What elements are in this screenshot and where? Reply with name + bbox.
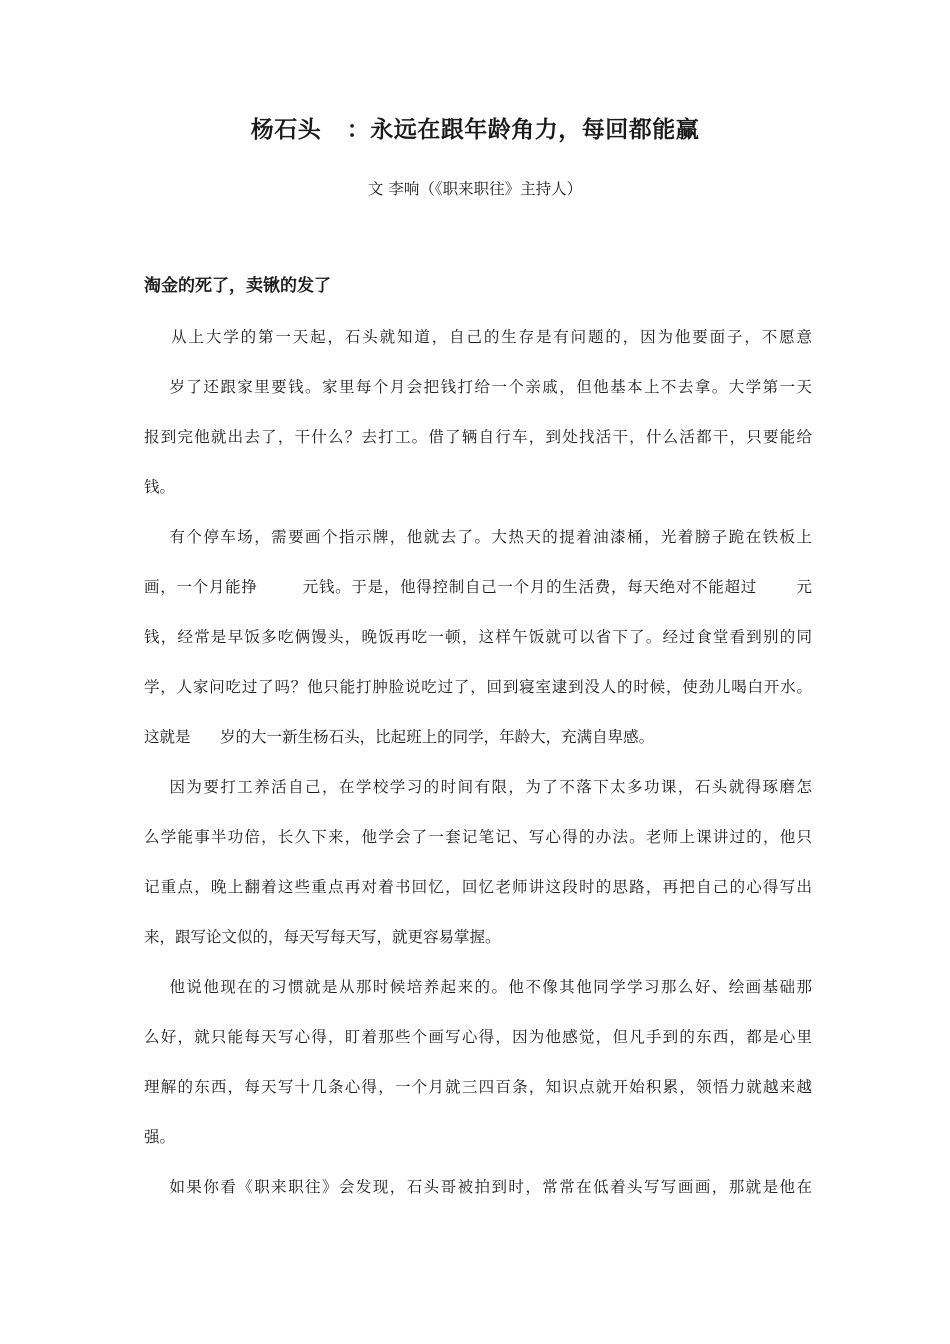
body-line: 记重点，晚上翻着这些重点再对着书回忆，回忆老师讲这段时的思路，再把自己的心得写出 bbox=[144, 878, 812, 896]
body-line: 来，跟写论文似的，每天写每天写，就更容易掌握。 bbox=[144, 928, 501, 946]
body-line: 报到完他就出去了，干什么？去打工。借了辆自行车，到处找活干，什么活都干，只要能给 bbox=[144, 428, 812, 446]
body-line: 画，一个月能挣 元钱。于是，他得控制自己一个月的生活费，每天绝对不能超过 元 bbox=[144, 578, 812, 596]
body-line: 强。 bbox=[144, 1128, 176, 1146]
body-line: 因为要打工养活自己，在学校学习的时间有限，为了不落下太多功课，石头就得琢磨怎 bbox=[144, 778, 812, 796]
body-line: 钱，经常是早饭多吃俩馒头，晚饭再吃一顿，这样午饭就可以省下了。经过食堂看到别的同 bbox=[144, 628, 812, 646]
body-line: 有个停车场，需要画个指示牌，他就去了。大热天的提着油漆桶，光着膀子跪在铁板上 bbox=[144, 528, 812, 546]
body-line: 么学能事半功倍，长久下来，他学会了一套记笔记、写心得的办法。老师上课讲过的，他只 bbox=[144, 828, 812, 846]
body-line: 学，人家问吃过了吗？他只能打肿脸说吃过了，回到寝室逮到没人的时候，使劲儿喝白开水。 bbox=[144, 678, 812, 696]
body-line: 从上大学的第一天起，石头就知道，自己的生存是有问题的，因为他要面子，不愿意 bbox=[144, 328, 812, 346]
body-line: 钱。 bbox=[144, 478, 176, 496]
body-line: 他说他现在的习惯就是从那时候培养起来的。他不像其他同学学习那么好、绘画基础那 bbox=[144, 978, 812, 996]
article-byline: 文 李响（《职来职往》主持人） bbox=[367, 180, 583, 198]
body-line: 岁了还跟家里要钱。家里每个月会把钱打给一个亲戚，但他基本上不去拿。大学第一天 bbox=[144, 378, 812, 396]
section-heading: 淘金的死了，卖锹的发了 bbox=[144, 276, 331, 296]
article-title: 杨石头 ：永远在跟年龄角力，每回都能赢 bbox=[250, 117, 700, 143]
body-line: 这就是 岁的大一新生杨石头，比起班上的同学，年龄大，充满自卑感。 bbox=[144, 728, 655, 746]
body-line: 么好，就只能每天写心得，盯着那些个画写心得，因为他感觉，但凡手到的东西，都是心里 bbox=[144, 1028, 812, 1046]
body-line: 如果你看《职来职往》会发现，石头哥被拍到时，常常在低着头写写画画，那就是他在 bbox=[144, 1178, 812, 1196]
body-line: 理解的东西，每天写十几条心得，一个月就三四百条，知识点就开始积累，领悟力就越来越 bbox=[144, 1078, 812, 1096]
